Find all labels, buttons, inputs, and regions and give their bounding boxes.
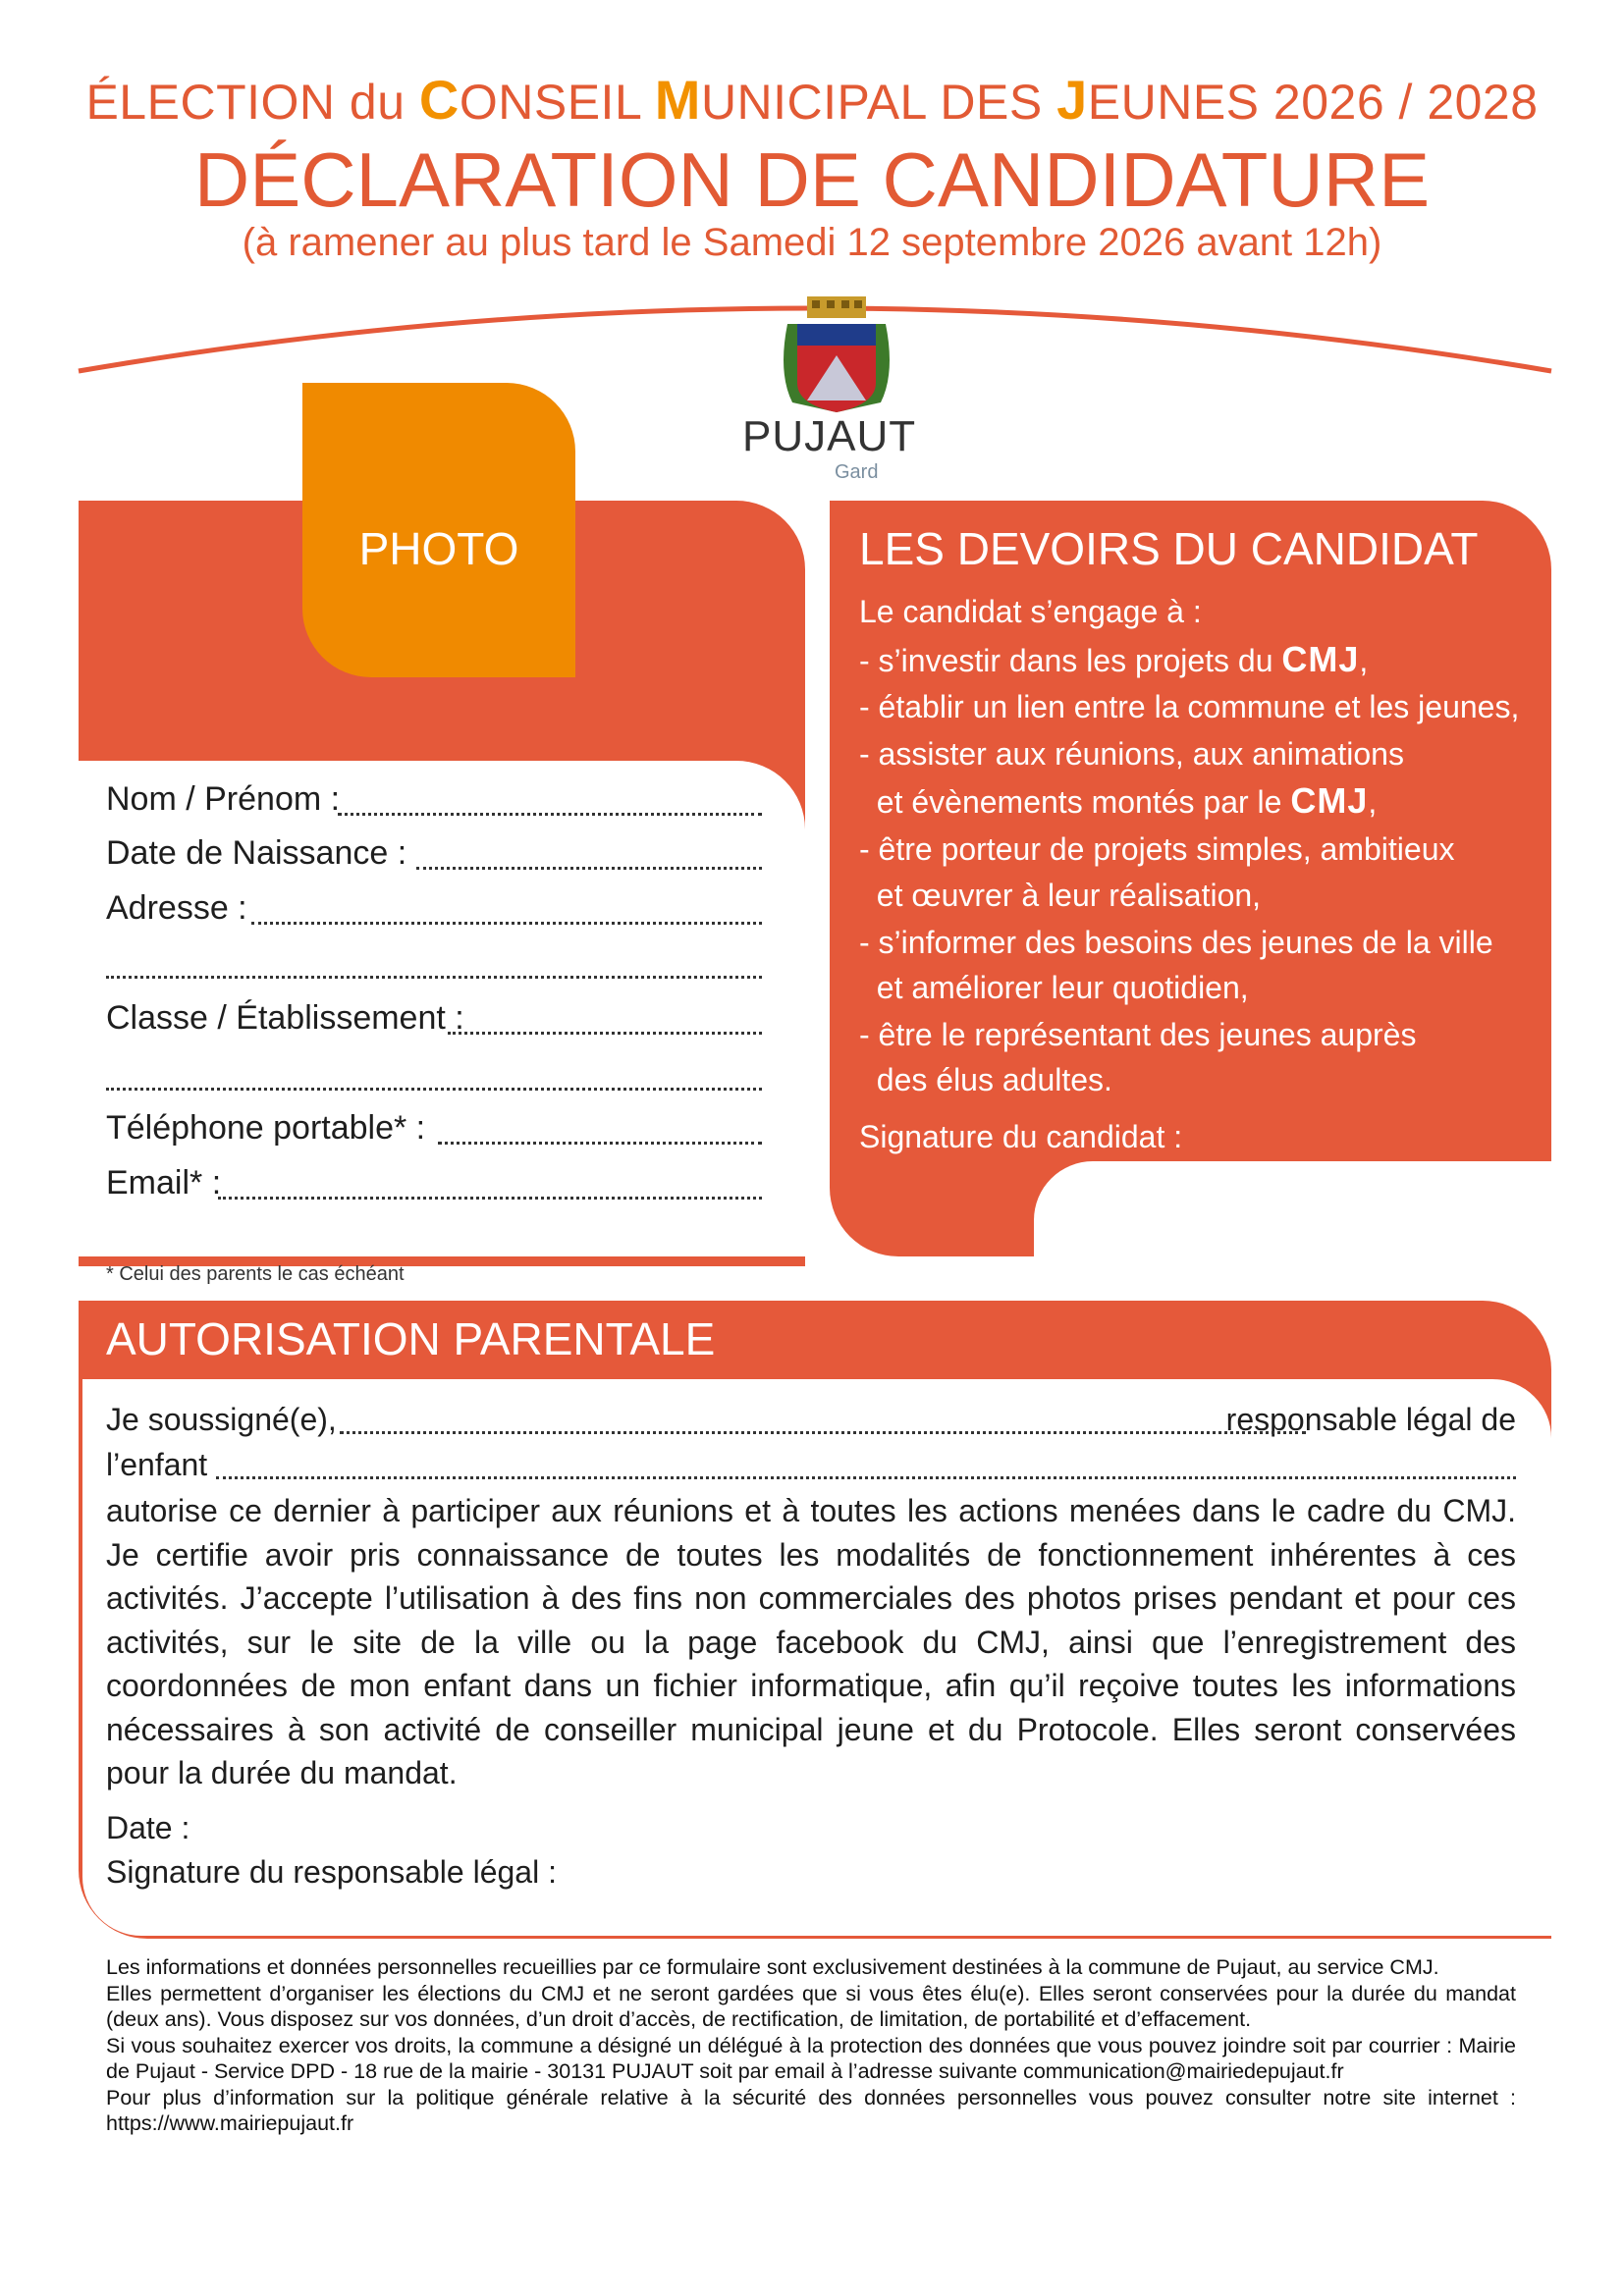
candidate-signature-label: Signature du candidat : bbox=[859, 1119, 1183, 1154]
address-field-line2[interactable] bbox=[106, 976, 762, 979]
undersigned-line: Je soussigné(e), responsable légal de bbox=[106, 1402, 1516, 1437]
duty-item: - assister aux réunions, aux animations bbox=[859, 736, 1404, 772]
phone-label: Téléphone portable* : bbox=[106, 1109, 426, 1147]
guardian-signature-label: Signature du responsable légal : bbox=[106, 1854, 557, 1890]
privacy-paragraph: Elles permettent d’organiser les élections du CMJ et ne seront gardées que si vous êtes élu(e). Elles seront conservées pour la durée du mandat (deux ans). Vous disposez sur vos données, d’un droit d’accès, de rectification, de limitation, de portabilité et d’effacement. bbox=[106, 1981, 1516, 2031]
privacy-paragraph: Si vous souhaitez exercer vos droits, la commune a désigné un délégué à la protection des données que vous pouvez joindre soit par courrier : Mairie de Pujaut - Service DPD - 18 rue de la mairie - 30131 PUJAUT soit par email à l’adresse suivante communication@mairiedepujaut.fr bbox=[106, 2033, 1516, 2083]
duty-item: - établir un lien entre la commune et les jeunes, bbox=[859, 689, 1520, 724]
child-name-field[interactable] bbox=[216, 1476, 1516, 1479]
duties-intro: Le candidat s’engage à : bbox=[859, 594, 1202, 629]
logo-region: Gard bbox=[835, 461, 879, 483]
child-line: l’enfant bbox=[106, 1447, 1516, 1483]
authorization-text: autorise ce dernier à participer aux réunions et à toutes les actions menées dans le cadre du CMJ. Je certifie avoir pris connaissance de toutes les modalités de fonctionnement inhérentes à ces activités. J’accepte l’utilisation à des fins non commerciales des photos prises pendant et pour ces activités, sur le site de la ville ou la page facebook du CMJ, ainsi que l’enregistrement des coordonnées de mon enfant dans un fichier informatique, afin qu’il reçoive toutes les informations nécessaires à son activité de conseiller municipal jeune et du Protocole. Elles seront conservées pour la durée du mandat. bbox=[106, 1493, 1516, 1790]
page-title: DÉCLARATION DE CANDIDATURE bbox=[193, 136, 1431, 223]
deadline-subtitle: (à ramener au plus tard le Samedi 12 septembre 2026 avant 12h) bbox=[242, 221, 1382, 264]
duty-item: et œuvrer à leur réalisation, bbox=[859, 878, 1262, 913]
privacy-paragraph: Pour plus d’information sur la politique générale relative à la sécurité des données personnelles vous pouvez consulter notre site internet : https://www.mairiepujaut.fr bbox=[106, 2085, 1516, 2135]
name-label: Nom / Prénom : bbox=[106, 780, 341, 818]
photo-label: PHOTO bbox=[358, 523, 519, 574]
duty-item: - s’informer des besoins des jeunes de la ville bbox=[859, 925, 1493, 960]
name-field[interactable] bbox=[338, 813, 762, 816]
duty-item: des élus adultes. bbox=[859, 1062, 1112, 1097]
privacy-paragraph: Les informations et données personnelles recueillies par ce formulaire sont exclusivement destinées à la commune de Pujaut, au service CMJ. bbox=[106, 1955, 1439, 1979]
birthdate-label: Date de Naissance : bbox=[106, 834, 407, 872]
address-field[interactable] bbox=[251, 922, 762, 925]
privacy-notice bbox=[106, 1954, 1516, 2137]
parental-authorization-title: AUTORISATION PARENTALE bbox=[106, 1313, 716, 1364]
duty-item: - s’investir dans les projets du CMJ, bbox=[859, 639, 1369, 679]
school-label: Classe / Établissement : bbox=[106, 999, 464, 1037]
school-field-line2[interactable] bbox=[106, 1088, 762, 1091]
email-field[interactable] bbox=[218, 1197, 762, 1200]
duty-item: - être le représentant des jeunes auprès bbox=[859, 1017, 1417, 1052]
duty-item: et évènements montés par le CMJ, bbox=[859, 780, 1378, 821]
email-label: Email* : bbox=[106, 1164, 222, 1201]
date-label: Date : bbox=[106, 1810, 190, 1845]
undersigned-field[interactable] bbox=[340, 1431, 1306, 1434]
logo-wordmark: PUJAUT bbox=[742, 412, 917, 460]
birthdate-field[interactable] bbox=[416, 867, 762, 870]
footnote: * Celui des parents le cas échéant bbox=[106, 1263, 405, 1285]
school-field[interactable] bbox=[448, 1032, 762, 1035]
duty-item: et améliorer leur quotidien, bbox=[859, 970, 1249, 1005]
candidate-signature-box[interactable] bbox=[1034, 1161, 1551, 1256]
election-heading: ÉLECTION du CONSEIL MUNICIPAL DES JEUNES 2026 / 2028 bbox=[85, 69, 1539, 131]
address-label: Adresse : bbox=[106, 889, 247, 927]
duties-title: LES DEVOIRS DU CANDIDAT bbox=[859, 523, 1479, 574]
phone-field[interactable] bbox=[438, 1142, 762, 1145]
duty-item: - être porteur de projets simples, ambitieux bbox=[859, 831, 1455, 867]
